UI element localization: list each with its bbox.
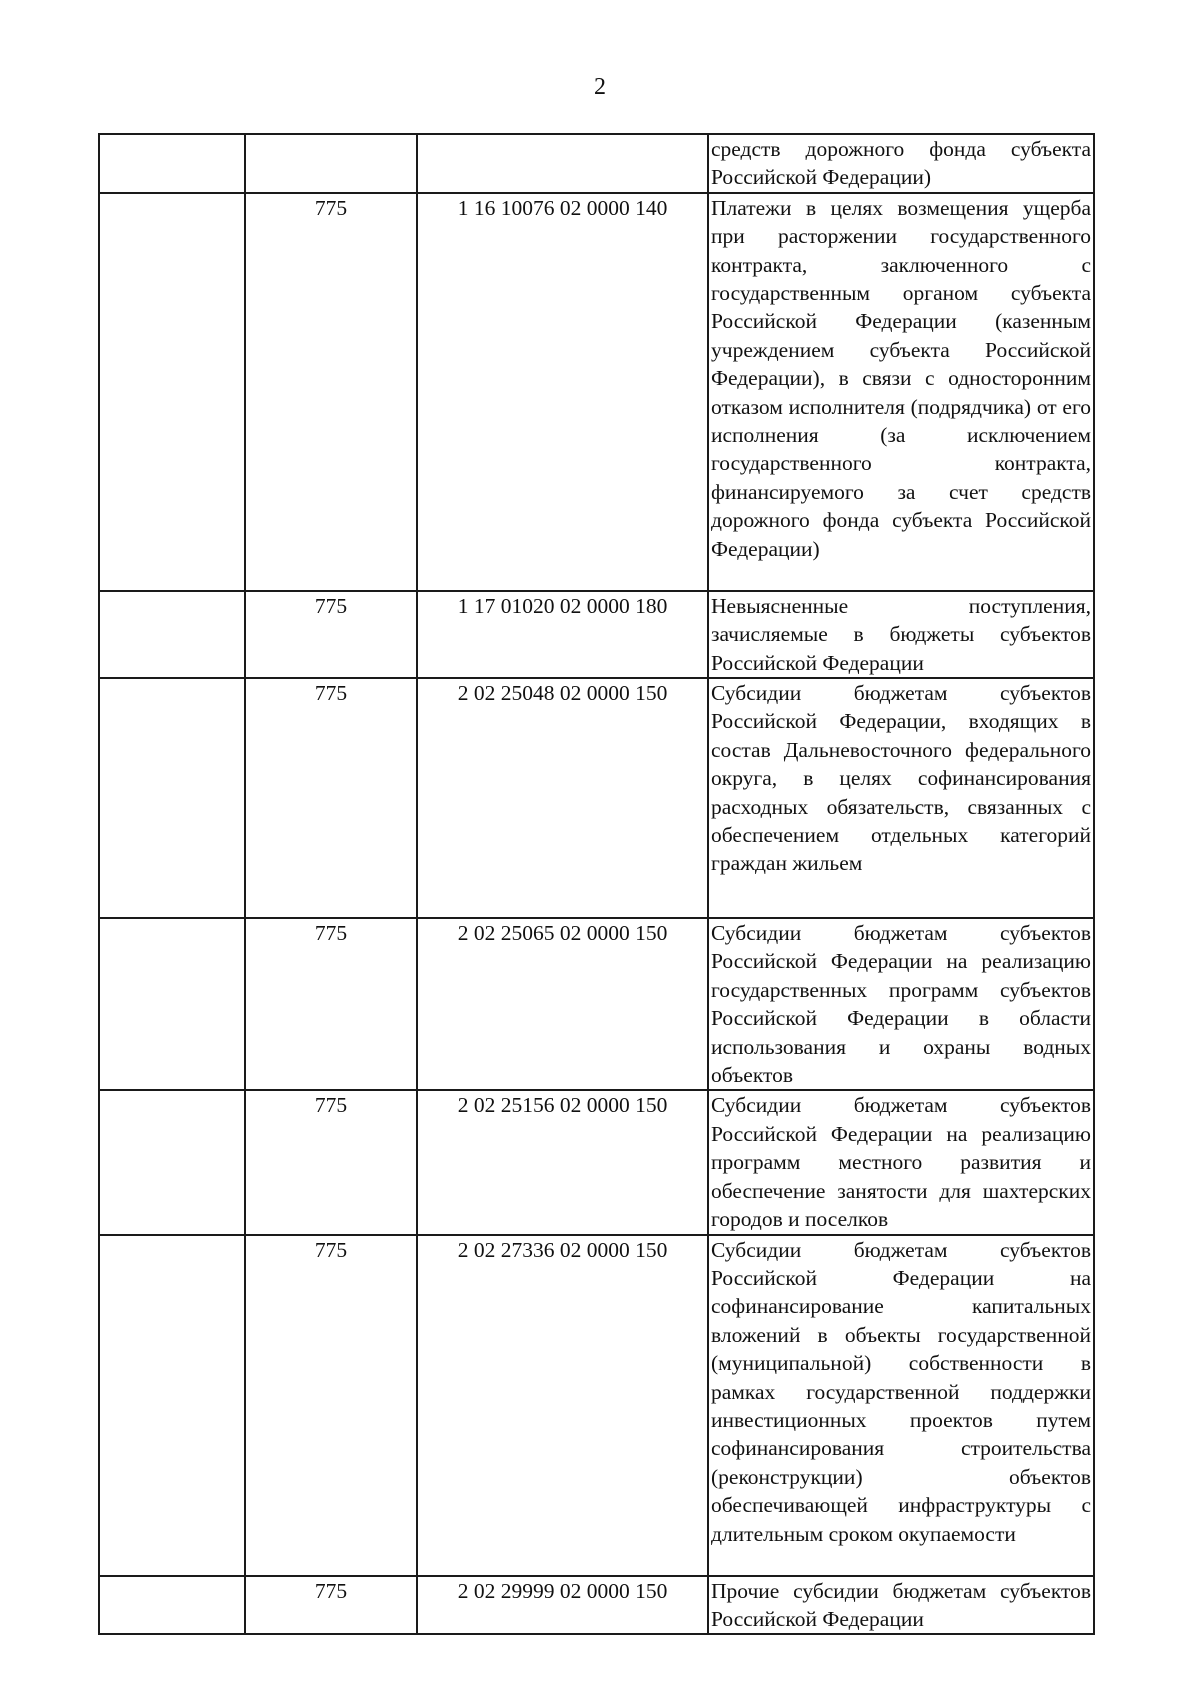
blank-cell xyxy=(99,918,245,1090)
blank-cell xyxy=(99,678,245,918)
table-row xyxy=(99,591,1094,678)
admin-code-cell: 775 xyxy=(245,1090,417,1234)
kbk-code-cell xyxy=(417,134,708,193)
blank-cell xyxy=(99,1235,245,1576)
description-cell: Субсидии бюджетам субъектов Российской Федерации на реализацию государственных программ субъектов Российской Федерации в области использования и охраны водных объектов xyxy=(708,918,1094,1090)
table-row xyxy=(99,678,1094,918)
description-cell: Платежи в целях возмещения ущерба при расторжении государственного контракта, заключенного с государственным органом субъекта Российской Федерации (казенным учреждением субъекта Российской Федерации), в связи с односторонним отказом исполнителя (подрядчика) от его исполнения (за исключением государственного контракта, финансируемого за счет средств дорожного фонда субъекта Российской Федерации) xyxy=(708,193,1094,591)
admin-code-cell xyxy=(245,134,417,193)
description-cell: Субсидии бюджетам субъектов Российской Федерации на реализацию программ местного развития и обеспечение занятости для шахтерских городов и поселков xyxy=(708,1090,1094,1234)
admin-code-cell: 775 xyxy=(245,193,417,591)
blank-cell xyxy=(99,193,245,591)
admin-code-cell: 775 xyxy=(245,918,417,1090)
description-cell: Субсидии бюджетам субъектов Российской Федерации на софинансирование капитальных вложений в объекты государственной (муниципальной) собственности в рамках государственной поддержки инвестиционных проектов путем софинансирования строительства (реконструкции) объектов обеспечивающей инфраструктуры с длительным сроком окупаемости xyxy=(708,1235,1094,1576)
blank-cell xyxy=(99,1090,245,1234)
table-row xyxy=(99,134,1094,193)
blank-cell xyxy=(99,134,245,193)
kbk-code-cell: 2 02 29999 02 0000 150 xyxy=(417,1576,708,1635)
table-row xyxy=(99,1090,1094,1234)
admin-code-cell: 775 xyxy=(245,1576,417,1635)
admin-code-cell: 775 xyxy=(245,678,417,918)
kbk-code-cell: 2 02 25048 02 0000 150 xyxy=(417,678,708,918)
blank-cell xyxy=(99,1576,245,1635)
kbk-code-cell: 2 02 25156 02 0000 150 xyxy=(417,1090,708,1234)
table-row xyxy=(99,1576,1094,1635)
blank-cell xyxy=(99,591,245,678)
page-number: 2 xyxy=(594,74,606,100)
admin-code-cell: 775 xyxy=(245,591,417,678)
budget-revenue-table xyxy=(98,133,1095,1635)
table-row xyxy=(99,1235,1094,1576)
table-row xyxy=(99,918,1094,1090)
kbk-code-cell: 1 16 10076 02 0000 140 xyxy=(417,193,708,591)
description-cell: Невыясненные поступления, зачисляемые в бюджеты субъектов Российской Федерации xyxy=(708,591,1094,678)
kbk-code-cell: 1 17 01020 02 0000 180 xyxy=(417,591,708,678)
kbk-code-cell: 2 02 27336 02 0000 150 xyxy=(417,1235,708,1576)
kbk-code-cell: 2 02 25065 02 0000 150 xyxy=(417,918,708,1090)
description-cell: Прочие субсидии бюджетам субъектов Российской Федерации xyxy=(708,1576,1094,1635)
description-cell: Субсидии бюджетам субъектов Российской Федерации, входящих в состав Дальневосточного федерального округа, в целях софинансирования расходных обязательств, связанных с обеспечением отдельных категорий граждан жильем xyxy=(708,678,1094,918)
admin-code-cell: 775 xyxy=(245,1235,417,1576)
table-row xyxy=(99,193,1094,591)
description-cell: средств дорожного фонда субъекта Российской Федерации) xyxy=(708,134,1094,193)
